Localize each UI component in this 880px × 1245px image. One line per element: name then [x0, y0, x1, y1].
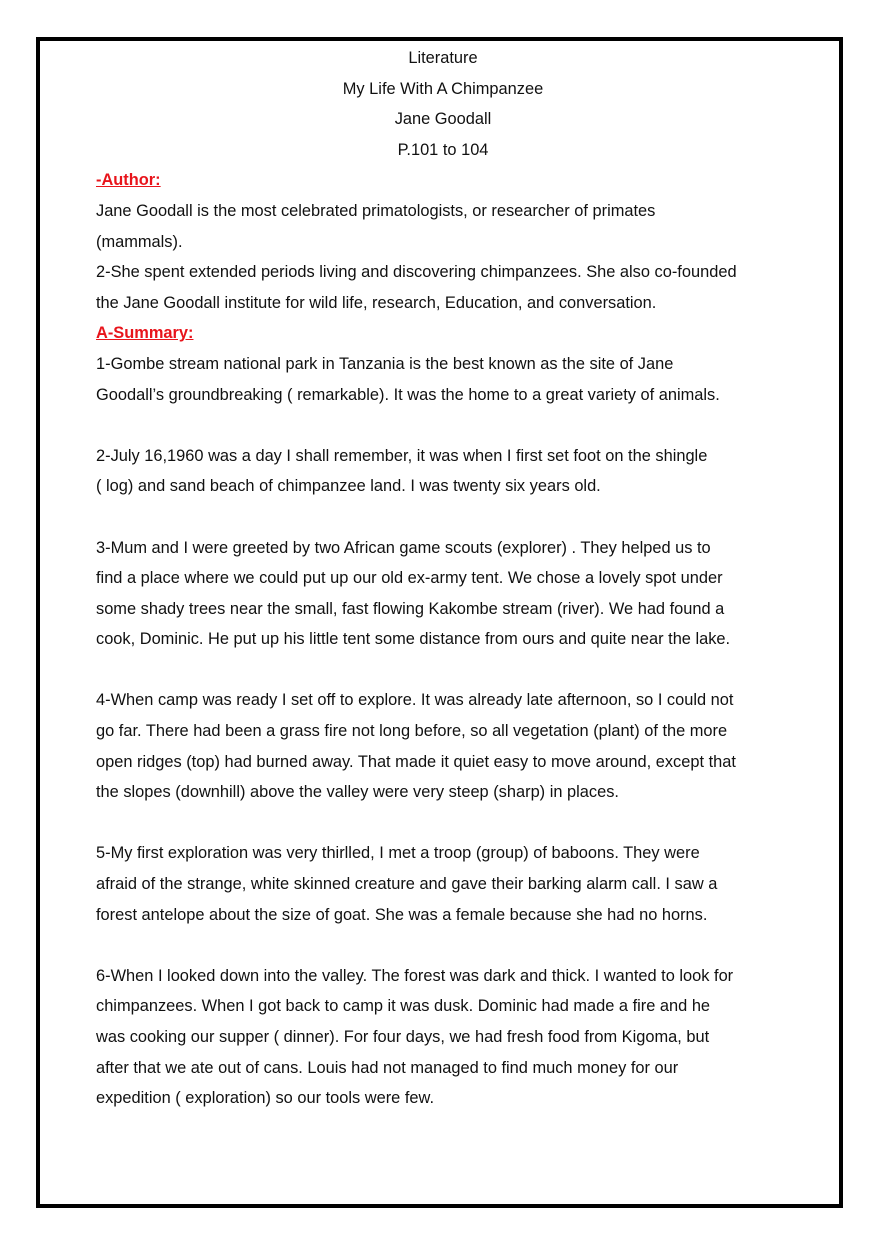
- summary-paragraph: [96, 838, 796, 930]
- summary-line: open ridges (top) had burned away. That made it quiet easy to move around, except that: [96, 752, 736, 771]
- author-line: 2-She spent extended periods living and discovering chimpanzees. She also co-founded: [96, 263, 737, 282]
- summary-paragraphs: [96, 349, 796, 1114]
- summary-line: ( log) and sand beach of chimpanzee land. I was twenty six years old.: [96, 477, 601, 496]
- summary-line: 6-When I looked down into the valley. The forest was dark and thick. I wanted to look for: [96, 966, 734, 985]
- summary-paragraph: [96, 685, 796, 807]
- summary-line: 3-Mum and I were greeted by two African game scouts (explorer) . They helped us to: [96, 538, 711, 557]
- story-author: Jane Goodall: [394, 110, 492, 129]
- summary-paragraph: [96, 441, 796, 502]
- summary-line: expedition ( exploration) so our tools were few.: [96, 1089, 435, 1108]
- paragraph-spacer: [96, 502, 796, 533]
- subject-title: Literature: [408, 49, 478, 67]
- paragraph-spacer: [96, 808, 796, 839]
- summary-line: find a place where we could put up our old ex-army tent. We chose a lovely spot under: [96, 569, 723, 588]
- author-line: (mammals).: [96, 232, 183, 251]
- summary-line: 2-July 16,1960 was a day I shall remember, it was when I first set foot on the shingle: [96, 446, 708, 465]
- summary-paragraph: [96, 349, 796, 410]
- story-title: My Life With A Chimpanzee: [342, 79, 544, 98]
- page-range: P.101 to 104: [397, 140, 489, 159]
- summary-line: 5-My first exploration was very thirlled, I met a troop (group) of baboons. They were: [96, 844, 700, 863]
- author-heading: -Author:: [96, 171, 161, 190]
- author-line: Jane Goodall is the most celebrated primatologists, or researcher of primates: [96, 201, 656, 220]
- summary-line: 4-When camp was ready I set off to explore. It was already late afternoon, so I could not: [96, 691, 734, 710]
- summary-line: go far. There had been a grass fire not long before, so all vegetation (plant) of the more: [96, 722, 728, 741]
- summary-line: chimpanzees. When I got back to camp it was dusk. Dominic had made a fire and he: [96, 997, 711, 1016]
- paragraph-spacer: [96, 410, 796, 441]
- paragraph-spacer: [96, 930, 796, 961]
- summary-line: cook, Dominic. He put up his little tent some distance from ours and quite near the lake.: [96, 630, 731, 649]
- summary-line: after that we ate out of cans. Louis had not managed to find much money for our: [96, 1058, 679, 1077]
- summary-heading: A-Summary:: [96, 324, 194, 343]
- paragraph-spacer: [96, 655, 796, 686]
- summary-line: 1-Gombe stream national park in Tanzania is the best known as the site of Jane: [96, 354, 674, 373]
- summary-line: some shady trees near the small, fast flowing Kakombe stream (river). We had found a: [96, 599, 725, 618]
- summary-line: was cooking our supper ( dinner). For four days, we had fresh food from Kigoma, but: [96, 1028, 710, 1046]
- document-body: [96, 43, 796, 1114]
- summary-line: Goodall’s groundbreaking ( remarkable). It was the home to a great variety of animals.: [96, 385, 720, 404]
- summary-line: afraid of the strange, white skinned creature and gave their barking alarm call. I saw a: [96, 875, 718, 894]
- summary-line: forest antelope about the size of goat. She was a female because she had no horns.: [96, 905, 708, 924]
- summary-paragraph: [96, 961, 796, 1114]
- author-line: the Jane Goodall institute for wild life, research, Education, and conversation.: [96, 293, 657, 312]
- summary-paragraph: [96, 533, 796, 655]
- summary-line: the slopes (downhill) above the valley were very steep (sharp) in places.: [96, 783, 619, 802]
